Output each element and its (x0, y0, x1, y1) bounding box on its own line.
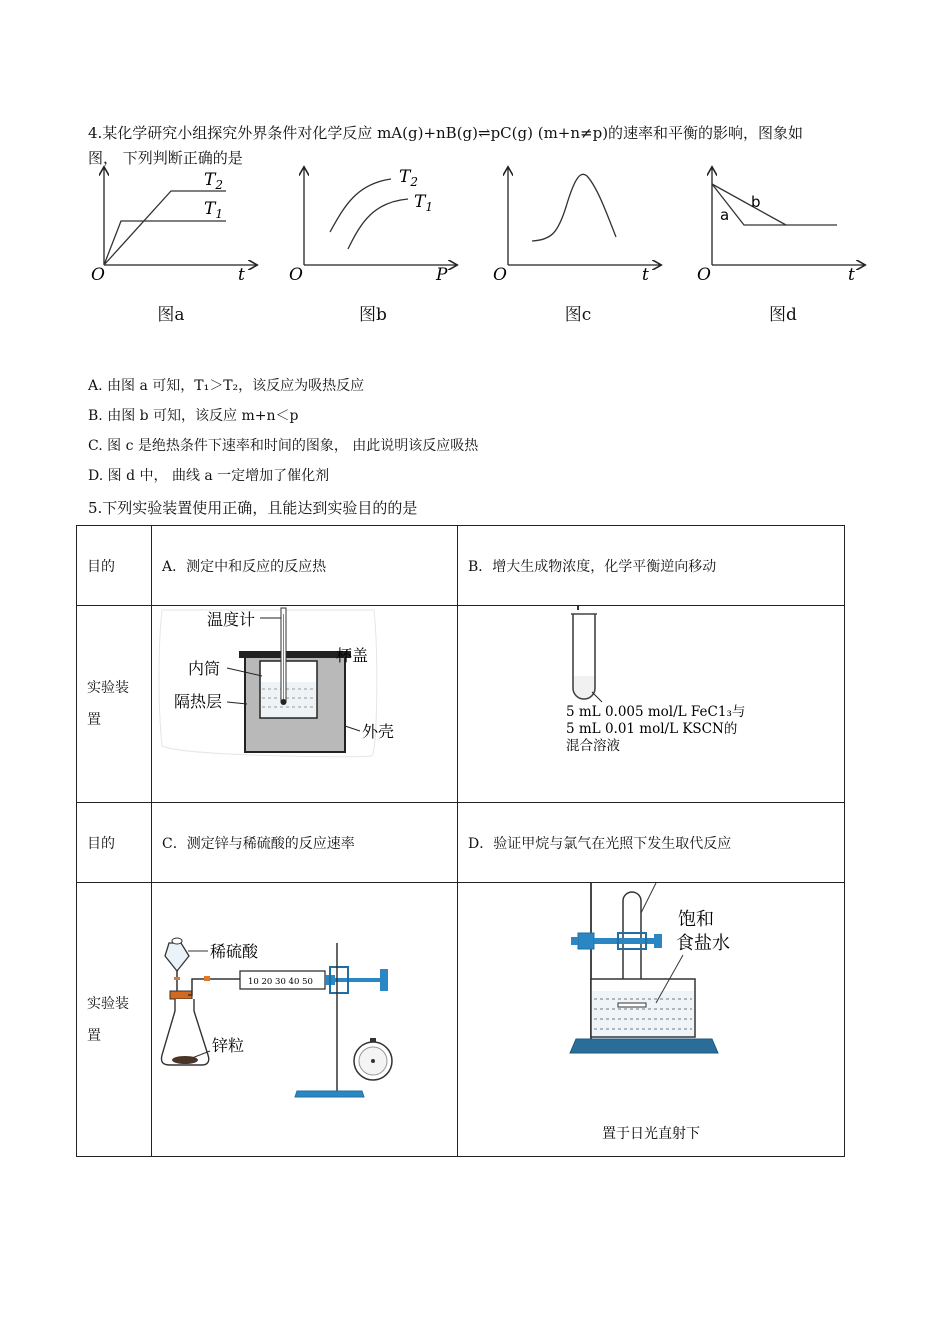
curve-t1 (348, 199, 408, 249)
svg-text:T1: $T_1$ (414, 192, 433, 214)
curve-t1 (104, 221, 226, 265)
svg-text:t: t (848, 265, 855, 285)
svg-text:O: O (289, 265, 303, 285)
label-shell: 外壳 (362, 722, 395, 741)
caption-d: 图d (769, 305, 797, 325)
caption-a: 图a (157, 305, 185, 325)
q4-stem-line2: 图， 下列判断正确的是 (88, 149, 243, 167)
svg-text:O: O (493, 265, 507, 285)
purpose-a: A．测定中和反应的反应热 (152, 526, 458, 606)
device-header: 实验装置 (77, 606, 152, 803)
purpose-d: D．验证甲烷与氯气在光照下发生取代反应 (458, 803, 845, 883)
calorimeter-diagram (152, 606, 457, 802)
syringe-scale: 10 20 30 40 50 (248, 977, 313, 987)
label-acid: 稀硫酸 (210, 942, 259, 961)
graph-b (286, 162, 466, 287)
table-row (77, 803, 845, 883)
device-b-cell (458, 606, 845, 803)
label-a: a (720, 206, 730, 224)
label-t1: $T_1$ (204, 199, 223, 221)
label-b: b (751, 193, 761, 211)
option-a: A. 由图 a 可知，T₁＞T₂，该反应为吸热反应 (88, 378, 365, 394)
note-line1: 5 mL 0.005 mol/L FeC1₃与 (566, 704, 746, 720)
label-insulation: 隔热层 (174, 692, 223, 711)
stand-base (570, 1039, 718, 1053)
table-row (77, 883, 845, 1157)
caption-c: 图c (564, 305, 592, 325)
svg-text:P: P (436, 265, 448, 285)
q5-title: 5.下列实验装置使用正确，且能达到实验目的的是 (88, 499, 418, 517)
label-brine-1: 饱和 (678, 909, 714, 930)
label-brine-2: 食盐水 (676, 933, 730, 954)
graph-d (694, 162, 874, 287)
label-lid: 杯盖 (336, 646, 369, 665)
rate-curve (532, 174, 616, 241)
lid (239, 651, 351, 658)
label-inner: 内筒 (188, 659, 221, 678)
stand-base (295, 1091, 364, 1097)
label-zinc: 锌粒 (212, 1036, 245, 1055)
svg-text:t: t (642, 265, 649, 285)
graph-c (490, 162, 670, 287)
experiment-table (76, 525, 845, 1157)
device-d-cell (458, 883, 845, 1157)
dropping-funnel (165, 943, 189, 971)
q4-stem-line1: 4.某化学研究小组探究外界条件对化学反应 mA(g)+nB(g)⇌pC(g) (m+n≠p)的速率和平衡的影响，图象如 (88, 124, 804, 142)
option-d: D. 图 d 中， 曲线 a 一定增加了催化剂 (88, 468, 330, 484)
purpose-header-2: 目的 (77, 803, 152, 883)
graph-a (86, 162, 266, 287)
conical-flask (161, 999, 208, 1065)
note-line3: 混合溶液 (566, 738, 620, 754)
test-tube-diagram (458, 606, 844, 802)
device-a-cell (152, 606, 458, 803)
table-row (77, 606, 845, 803)
table-row (77, 526, 845, 606)
purpose-header: 目的 (77, 526, 152, 606)
device-header-2: 实验装置 (77, 883, 152, 1157)
label-t2: $T_2$ (204, 170, 223, 192)
x-axis-label: t (238, 265, 245, 285)
origin-label: O (91, 265, 105, 285)
reaction-rate-apparatus (152, 883, 457, 1156)
label-thermometer: 温度计 (207, 610, 256, 629)
purpose-c: C．测定锌与稀硫酸的反应速率 (152, 803, 458, 883)
svg-text:O: O (697, 265, 711, 285)
svg-text:T2: $T_2$ (399, 167, 418, 189)
caption-sunlight: 置于日光直射下 (602, 1126, 700, 1142)
device-c-cell (152, 883, 458, 1157)
option-c: C. 图 c 是绝热条件下速率和时间的图象， 由此说明该反应吸热 (88, 438, 479, 454)
caption-b: 图b (359, 305, 387, 325)
purpose-b: B．增大生成物浓度，化学平衡逆向移动 (458, 526, 845, 606)
methane-chlorine-apparatus (458, 883, 844, 1156)
curve-t2 (330, 179, 391, 232)
option-b: B. 由图 b 可知，该反应 m+n＜p (88, 408, 299, 424)
note-line2: 5 mL 0.01 mol/L KSCN的 (566, 721, 738, 737)
